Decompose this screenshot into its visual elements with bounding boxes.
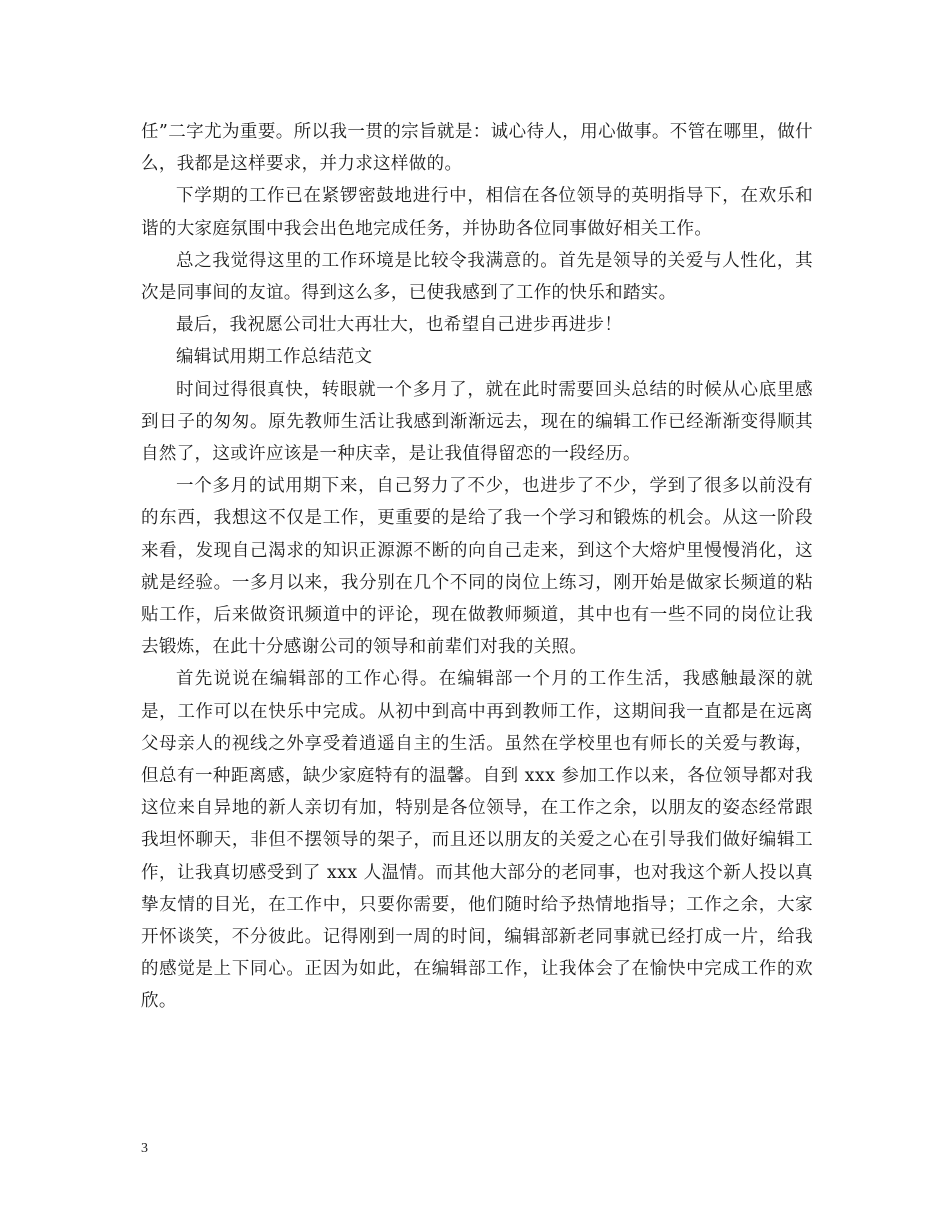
paragraph-next-semester: 下学期的工作已在紧锣密鼓地进行中，相信在各位领导的英明指导下，在欢乐和谐的大家庭氛围中我会出色地完成任务，并协助各位同事做好相关工作。 <box>141 186 813 239</box>
paragraph-probation: 一个多月的试用期下来，自己努力了不少，也进步了不少，学到了很多以前没有的东西，我想这不仅是工作，更重要的是给了我一个学习和锻炼的机会。从这一阶段来看，发现自己渴求的知识正源源不断的向自己走来，到这个大熔炉里慢慢消化，这就是经验。一多月以来，我分别在几个不同的岗位上练习，刚开始是做家长频道的粘贴工作，后来做资讯频道中的评论，现在做教师频道，其中也有一些不同的岗位让我去锻炼，在此十分感谢公司的领导和前辈们对我的关照。 <box>141 476 813 658</box>
paragraph-editorial-experience: 首先说说在编辑部的工作心得。在编辑部一个月的工作生活，我感触最深的就是，工作可以在快乐中完成。从初中到高中再到教师工作，这期间我一直都是在远离父母亲人的视线之外享受着逍遥自主的生活。虽然在学校里也有师长的关爱与教诲，但总有一种距离感，缺少家庭特有的温馨。自到 xxx 参加工作以来，各位领导都对我这位来自异地的新人亲切有加，特别是各位领导，在工作之余，以朋友的姿态经常跟我坦怀聊天，非但不摆领导的架子，而且还以朋友的关爱之心在引导我们做好编辑工作，让我真切感受到了 xxx 人温情。而其他大部分的老同事，也对我这个新人投以真挚友情的目光，在工作中，只要你需要，他们随时给予热情地指导；工作之余，大家开怀谈笑，不分彼此。记得刚到一周的时间，编辑部新老同事就已经打成一片，给我的感觉是上下同心。正因为如此，在编辑部工作，让我体会了在愉快中完成工作的欢欣。 <box>141 669 813 1012</box>
paragraph-time-flies: 时间过得很真快，转眼就一个多月了，就在此时需要回头总结的时候从心底里感到日子的匆匆。原先教师生活让我感到渐渐远去，现在的编辑工作已经渐渐变得顺其自然了，这或许应该是一种庆幸，是让我值得留恋的一段经历。 <box>141 379 813 465</box>
paragraph-closing-wish: 最后，我祝愿公司壮大再壮大，也希望自己进步再进步！ <box>176 315 623 336</box>
paragraph-summary: 总之我觉得这里的工作环境是比较令我满意的。首先是领导的关爱与人性化，其次是同事间的友谊。得到这么多，已使我感到了工作的快乐和踏实。 <box>141 250 813 304</box>
paragraph-continuation: 任”二字尤为重要。所以我一贯的宗旨就是：诚心待人，用心做事。不管在哪里，做什么，我都是这样要求，并力求这样做的。 <box>141 122 813 175</box>
page-number: 3 <box>141 1141 148 1156</box>
body-text <box>141 116 813 1018</box>
section-heading: 编辑试用期工作总结范文 <box>176 347 373 368</box>
